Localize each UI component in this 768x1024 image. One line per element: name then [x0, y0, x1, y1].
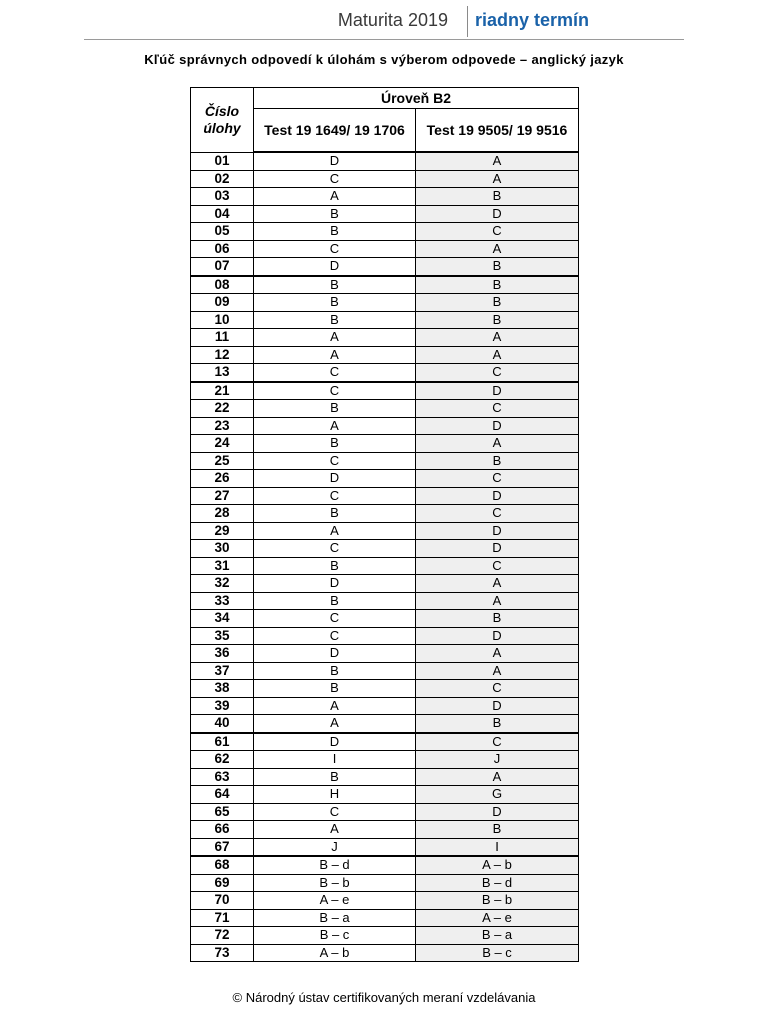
table-row — [191, 435, 579, 453]
task-number-cell: 09 — [191, 294, 254, 312]
answer-test-b-cell: C — [416, 223, 579, 241]
table-row — [191, 223, 579, 241]
table-row — [191, 803, 579, 821]
answer-test-b-cell: D — [416, 487, 579, 505]
table-row — [191, 400, 579, 418]
task-number-cell: 68 — [191, 856, 254, 874]
answer-test-b-cell: C — [416, 364, 579, 382]
answer-test-a-cell: C — [254, 364, 416, 382]
answer-test-a-cell: A — [254, 346, 416, 364]
table-row — [191, 786, 579, 804]
table-row — [191, 715, 579, 733]
task-number-cell: 61 — [191, 733, 254, 751]
answer-test-a-cell: B — [254, 592, 416, 610]
answer-test-b-cell: C — [416, 557, 579, 575]
answer-test-a-cell: I — [254, 751, 416, 769]
table-row — [191, 487, 579, 505]
answer-test-a-cell: A – b — [254, 944, 416, 962]
table-row — [191, 909, 579, 927]
table-row — [191, 540, 579, 558]
table-row — [191, 522, 579, 540]
answer-test-b-cell: A — [416, 152, 579, 170]
answer-test-a-cell: C — [254, 610, 416, 628]
table-row — [191, 856, 579, 874]
answer-test-a-cell: B — [254, 311, 416, 329]
task-number-cell: 29 — [191, 522, 254, 540]
table-row — [191, 557, 579, 575]
answer-test-a-cell: C — [254, 627, 416, 645]
task-number-cell: 12 — [191, 346, 254, 364]
answer-test-a-cell: D — [254, 575, 416, 593]
answer-test-b-cell: D — [416, 417, 579, 435]
answer-test-a-cell: A — [254, 188, 416, 206]
table-row — [191, 152, 579, 170]
answer-test-b-cell: C — [416, 680, 579, 698]
answer-test-b-cell: C — [416, 400, 579, 418]
table-row — [191, 452, 579, 470]
answer-test-a-cell: D — [254, 258, 416, 276]
answer-test-b-cell: B — [416, 715, 579, 733]
table-row — [191, 188, 579, 206]
answer-test-b-cell: B — [416, 294, 579, 312]
answer-test-b-cell: B — [416, 188, 579, 206]
task-number-cell: 31 — [191, 557, 254, 575]
answer-test-a-cell: A — [254, 821, 416, 839]
table-row — [191, 276, 579, 294]
answer-test-b-cell: B — [416, 610, 579, 628]
task-number-cell: 32 — [191, 575, 254, 593]
answer-test-b-cell: A — [416, 435, 579, 453]
answer-test-a-cell: H — [254, 786, 416, 804]
task-number-cell: 13 — [191, 364, 254, 382]
task-number-cell: 72 — [191, 927, 254, 945]
table-row — [191, 768, 579, 786]
answer-test-a-cell: D — [254, 733, 416, 751]
task-number-cell: 27 — [191, 487, 254, 505]
task-number-cell: 23 — [191, 417, 254, 435]
answer-test-a-cell: B — [254, 680, 416, 698]
task-number-cell: 38 — [191, 680, 254, 698]
answer-test-a-cell: A — [254, 329, 416, 347]
task-number-cell: 35 — [191, 627, 254, 645]
table-row — [191, 258, 579, 276]
answer-test-b-cell: D — [416, 697, 579, 715]
task-number-cell: 64 — [191, 786, 254, 804]
column-header-test-a: Test 19 1649/ 19 1706 — [254, 109, 416, 153]
table-row — [191, 751, 579, 769]
table-row — [191, 205, 579, 223]
task-number-cell: 21 — [191, 382, 254, 400]
table-row — [191, 470, 579, 488]
table-row — [191, 662, 579, 680]
answer-test-b-cell: D — [416, 803, 579, 821]
header-divider — [467, 6, 468, 37]
task-number-cell: 06 — [191, 240, 254, 258]
answer-test-b-cell: B — [416, 276, 579, 294]
answer-test-b-cell: D — [416, 382, 579, 400]
task-number-cell: 08 — [191, 276, 254, 294]
task-number-cell: 40 — [191, 715, 254, 733]
task-number-cell: 67 — [191, 838, 254, 856]
task-number-cell: 28 — [191, 505, 254, 523]
answer-test-b-cell: A — [416, 329, 579, 347]
answer-test-b-cell: A — [416, 170, 579, 188]
answer-test-a-cell: A — [254, 522, 416, 540]
answer-test-a-cell: B — [254, 505, 416, 523]
answer-test-b-cell: D — [416, 540, 579, 558]
answer-test-b-cell: B — [416, 821, 579, 839]
answer-test-a-cell: B — [254, 294, 416, 312]
task-number-cell: 02 — [191, 170, 254, 188]
task-number-cell: 04 — [191, 205, 254, 223]
table-row — [191, 294, 579, 312]
answer-test-a-cell: C — [254, 487, 416, 505]
exam-term: riadny termín — [475, 10, 590, 30]
answer-test-b-cell: A — [416, 645, 579, 663]
answer-test-a-cell: C — [254, 452, 416, 470]
answer-test-b-cell: B — [416, 311, 579, 329]
answer-test-a-cell: B — [254, 223, 416, 241]
table-row — [191, 575, 579, 593]
answer-test-a-cell: A — [254, 417, 416, 435]
answer-test-b-cell: A — [416, 592, 579, 610]
task-number-cell: 07 — [191, 258, 254, 276]
answer-test-a-cell: B – a — [254, 909, 416, 927]
answer-rows — [191, 152, 579, 962]
table-row — [191, 382, 579, 400]
table-row — [191, 170, 579, 188]
task-number-cell: 36 — [191, 645, 254, 663]
answer-test-b-cell: D — [416, 205, 579, 223]
task-number-cell: 30 — [191, 540, 254, 558]
task-number-cell: 26 — [191, 470, 254, 488]
answer-test-a-cell: B — [254, 557, 416, 575]
answer-test-b-cell: A – b — [416, 856, 579, 874]
task-number-cell: 22 — [191, 400, 254, 418]
exam-name: Maturita 2019 — [337, 10, 448, 30]
table-row — [191, 680, 579, 698]
answer-test-b-cell: A — [416, 662, 579, 680]
answer-test-b-cell: C — [416, 505, 579, 523]
answer-test-a-cell: D — [254, 152, 416, 170]
answer-test-a-cell: B – d — [254, 856, 416, 874]
table-row — [191, 505, 579, 523]
answer-test-b-cell: B – a — [416, 927, 579, 945]
table-row — [191, 874, 579, 892]
task-number-cell: 63 — [191, 768, 254, 786]
answer-test-a-cell: C — [254, 540, 416, 558]
answer-test-b-cell: J — [416, 751, 579, 769]
table-row — [191, 610, 579, 628]
task-number-cell: 62 — [191, 751, 254, 769]
answer-test-a-cell: A — [254, 697, 416, 715]
answer-test-b-cell: B — [416, 452, 579, 470]
answer-test-a-cell: C — [254, 240, 416, 258]
answer-test-a-cell: D — [254, 470, 416, 488]
answer-test-b-cell: I — [416, 838, 579, 856]
answer-test-b-cell: A — [416, 240, 579, 258]
task-number-cell: 71 — [191, 909, 254, 927]
table-row — [191, 240, 579, 258]
answer-test-a-cell: B — [254, 276, 416, 294]
task-number-cell: 25 — [191, 452, 254, 470]
answer-test-a-cell: C — [254, 803, 416, 821]
answer-test-b-cell: B — [416, 258, 579, 276]
answer-test-b-cell: B – d — [416, 874, 579, 892]
task-number-cell: 24 — [191, 435, 254, 453]
answer-test-a-cell: B — [254, 662, 416, 680]
answer-test-b-cell: B – b — [416, 892, 579, 910]
answer-key-table — [190, 87, 579, 962]
task-number-cell: 05 — [191, 223, 254, 241]
table-row — [191, 821, 579, 839]
task-number-cell: 01 — [191, 152, 254, 170]
answer-test-a-cell: A – e — [254, 892, 416, 910]
answer-test-b-cell: D — [416, 627, 579, 645]
answer-test-b-cell: A — [416, 768, 579, 786]
answer-test-a-cell: A — [254, 715, 416, 733]
answer-test-a-cell: J — [254, 838, 416, 856]
table-row — [191, 627, 579, 645]
table-row — [191, 733, 579, 751]
task-number-cell: 34 — [191, 610, 254, 628]
table-row — [191, 944, 579, 962]
answer-test-a-cell: B — [254, 768, 416, 786]
table-row — [191, 329, 579, 347]
table-row — [191, 927, 579, 945]
answer-test-a-cell: B — [254, 435, 416, 453]
table-row — [191, 697, 579, 715]
column-header-level: Úroveň B2 — [254, 88, 579, 109]
table-row — [191, 364, 579, 382]
answer-test-a-cell: B – c — [254, 927, 416, 945]
answer-test-b-cell: D — [416, 522, 579, 540]
answer-test-b-cell: G — [416, 786, 579, 804]
task-number-cell: 37 — [191, 662, 254, 680]
task-number-cell: 65 — [191, 803, 254, 821]
page-header — [84, 0, 684, 40]
table-row — [191, 838, 579, 856]
answer-test-b-cell: C — [416, 733, 579, 751]
table-row — [191, 892, 579, 910]
task-number-cell: 11 — [191, 329, 254, 347]
table-row — [191, 417, 579, 435]
answer-test-b-cell: C — [416, 470, 579, 488]
task-number-cell: 33 — [191, 592, 254, 610]
task-number-cell: 03 — [191, 188, 254, 206]
table-row — [191, 592, 579, 610]
footer-copyright: © Národný ústav certifikovaných meraní vzdelávania — [232, 990, 536, 1005]
task-number-cell: 10 — [191, 311, 254, 329]
answer-test-a-cell: B – b — [254, 874, 416, 892]
answer-test-a-cell: B — [254, 400, 416, 418]
column-header-task-number: Číslo úlohy — [191, 88, 254, 153]
answer-test-b-cell: B – c — [416, 944, 579, 962]
answer-test-b-cell: A — [416, 575, 579, 593]
table-row — [191, 311, 579, 329]
answer-test-b-cell: A — [416, 346, 579, 364]
answer-test-a-cell: C — [254, 382, 416, 400]
table-row — [191, 346, 579, 364]
answer-test-a-cell: D — [254, 645, 416, 663]
table-row — [191, 645, 579, 663]
task-number-cell: 73 — [191, 944, 254, 962]
document-title: Kľúč správnych odpovedí k úlohám s výberom odpovede – anglický jazyk — [144, 52, 624, 67]
task-number-cell: 39 — [191, 697, 254, 715]
task-number-cell: 66 — [191, 821, 254, 839]
answer-test-b-cell: A – e — [416, 909, 579, 927]
task-number-cell: 69 — [191, 874, 254, 892]
answer-test-a-cell: C — [254, 170, 416, 188]
task-number-cell: 70 — [191, 892, 254, 910]
answer-test-a-cell: B — [254, 205, 416, 223]
column-header-test-b: Test 19 9505/ 19 9516 — [416, 109, 579, 153]
